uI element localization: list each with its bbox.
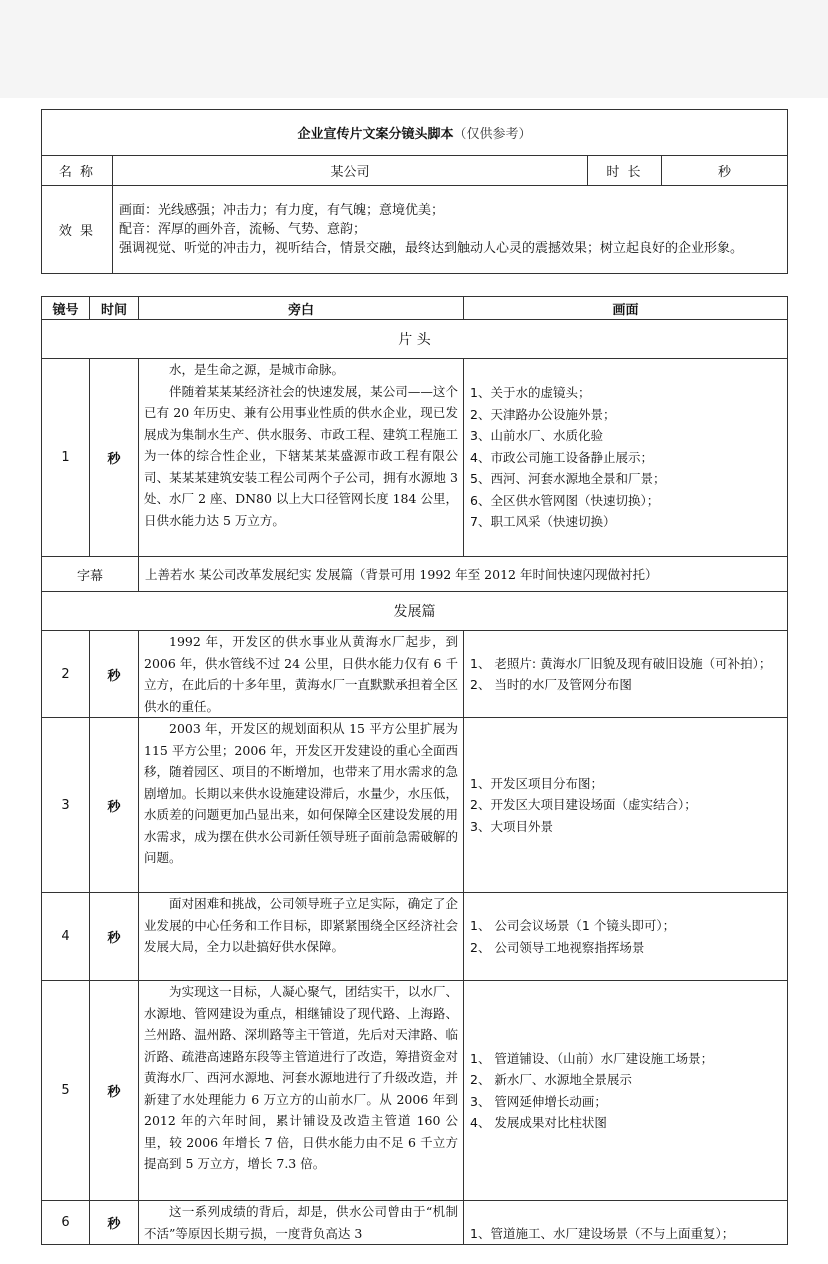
caption-label: 字幕 — [42, 557, 139, 592]
document-title-cell — [42, 110, 788, 156]
section-development-title: 发展篇 — [42, 592, 788, 631]
duration-label: 时 长 — [588, 156, 662, 186]
visual-cell — [464, 1201, 788, 1245]
visual-cell — [464, 981, 788, 1201]
narration-paragraph: 水，是生命之源，是城市命脉。 — [169, 362, 345, 377]
shot-item: 2、 当时的水厂及管网分布图 — [470, 677, 632, 692]
column-header-time: 时间 — [90, 297, 139, 320]
shot-duration: 秒 — [90, 718, 139, 893]
storyboard-table — [41, 296, 788, 1245]
visual-cell — [464, 359, 788, 557]
effect-line: 画面：光线感强；冲击力；有力度，有气魄；意境优美； — [119, 203, 445, 218]
effects-cell — [113, 186, 788, 274]
caption-text: 上善若水 某公司改革发展纪实 发展篇（背景可用 1992 年至 2012 年时间快速闪现做衬托） — [139, 557, 788, 592]
caption-row — [42, 557, 788, 592]
shot-number: 2 — [42, 631, 90, 718]
shot-number: 4 — [42, 893, 90, 981]
header-table — [41, 109, 788, 274]
table-row — [42, 893, 788, 981]
document-subtitle: （仅供参考） — [453, 127, 532, 142]
effect-line: 强调视觉、听觉的冲击力，视听结合，情景交融，最终达到触动人心灵的震撼效果；树立起良好的企业形象。 — [119, 241, 744, 256]
visual-cell — [464, 893, 788, 981]
duration-value: 秒 — [662, 156, 788, 186]
narration-paragraph: 这一系列成绩的背后，却是，供水公司曾由于“机制不活”等原因长期亏损，一度背负高达 3 — [144, 1204, 458, 1241]
shot-duration: 秒 — [90, 631, 139, 718]
shot-item: 2、 公司领导工地视察指挥场景 — [470, 939, 645, 955]
shot-number: 5 — [42, 981, 90, 1201]
name-label: 名 称 — [42, 156, 113, 186]
shot-item: 6、全区供水管网图（快速切换）； — [470, 492, 660, 508]
shot-item: 1、管道施工、水厂建设场景（不与上面重复）； — [470, 1225, 735, 1241]
shot-item: 4、市政公司施工设备静止展示； — [470, 449, 653, 465]
shot-item: 5、西河、河套水源地全景和厂景； — [470, 471, 666, 487]
document-title: 企业宣传片文案分镜头脚本 — [297, 127, 454, 142]
narration-cell — [139, 981, 464, 1201]
table-row — [42, 359, 788, 557]
table-row — [42, 981, 788, 1201]
narration-paragraph: 2003 年，开发区的规划面积从 15 平方公里扩展为 115 平方公里；2006 年，开发区开发建设的重心全面西移，随着园区、项目的不断增加，也带来了用水需求的急剧增加。长期以来供水设施建设滞后，水量少，水压低，水质差的问题更加凸显出来，如何保障全区建设发展的用水需求，成为摆在供水公司新任领导班子面前急需破解的问题。 — [144, 721, 458, 865]
shot-duration: 秒 — [90, 1201, 139, 1245]
shot-item: 3、 管网延伸增长动画； — [470, 1093, 607, 1109]
shot-item: 4、 发展成果对比柱状图 — [470, 1115, 607, 1130]
table-row — [42, 718, 788, 893]
column-header-narration: 旁白 — [139, 297, 464, 320]
shot-item: 2、天津路办公设施外景； — [470, 406, 616, 422]
shot-item: 7、职工风采（快速切换） — [470, 514, 616, 530]
shot-number: 3 — [42, 718, 90, 893]
narration-cell — [139, 631, 464, 718]
narration-cell — [139, 359, 464, 557]
shot-item: 1、开发区项目分布图； — [470, 775, 603, 791]
shot-item: 1、 管道铺设、（山前）水厂建设施工场景； — [470, 1050, 714, 1066]
shot-item: 3、大项目外景 — [470, 818, 553, 834]
table-row — [42, 631, 788, 718]
shot-duration: 秒 — [90, 893, 139, 981]
shot-item: 2、 新水厂、水源地全景展示 — [470, 1072, 632, 1087]
narration-paragraph: 为实现这一目标，人凝心聚气，团结实干，以水厂、水源地、管网建设为重点，相继铺设了现代路、上海路、兰州路、温州路、深圳路等主干管道，先后对天津路、临沂路、疏港高速路东段等主管道进行了改造，筹措资金对黄海水厂、西河水源地、河套水源地进行了升级改造，并新建了水处理能力 6 万立方的山前水厂。从 2006 年到 2012 年的六年时间，累计铺设及改造主管道 160 公里，较 2006 年增长 7 倍，日供水能力由不足 6 千立方提高到 5 万立方，增长 7.3 倍。 — [144, 984, 458, 1171]
narration-paragraph: 伴随着某某某经济社会的快速发展，某公司——这个已有 20 年历史、兼有公用事业性质的供水企业，现已发展成为集制水生产、供水服务、市政工程、建筑工程施工为一体的综合性企业，下辖某某某盛源市政工程有限公司、某某某建筑安装工程公司两个子公司，拥有水源地 3 处、水厂 2 座、DN80 以上大口径管网长度 184 公里，日供水能力达 5 万立方。 — [144, 383, 458, 528]
shot-duration: 秒 — [90, 981, 139, 1201]
narration-cell — [139, 893, 464, 981]
shot-number: 6 — [42, 1201, 90, 1245]
name-value: 某公司 — [113, 156, 588, 186]
shot-number: 1 — [42, 359, 90, 557]
column-header-visual: 画面 — [464, 297, 788, 320]
visual-cell — [464, 718, 788, 893]
shot-item: 1、 老照片: 黄海水厂旧貌及现有破旧设施（可补拍）； — [470, 655, 772, 671]
narration-cell — [139, 1201, 464, 1245]
effect-label: 效 果 — [42, 186, 113, 274]
shot-item: 2、开发区大项目建设场面（虚实结合）； — [470, 797, 697, 813]
shot-item: 3、山前水厂、水质化验 — [470, 428, 603, 444]
narration-cell — [139, 718, 464, 893]
effect-line: 配音：浑厚的画外音，流畅、气势、意韵； — [119, 222, 367, 237]
column-header-shot: 镜号 — [42, 297, 90, 320]
shot-item: 1、 公司会议场景（1 个镜头即可）； — [470, 918, 676, 933]
narration-paragraph: 1992 年，开发区的供水事业从黄海水厂起步，到 2006 年，供水管线不过 24 公里，日供水能力仅有 6 千立方，在此后的十多年里，黄海水厂一直默默承担着全区供水的重任。 — [144, 634, 458, 714]
section-opening-title: 片 头 — [42, 320, 788, 359]
shot-duration: 秒 — [90, 359, 139, 557]
narration-paragraph: 面对困难和挑战，公司领导班子立足实际，确定了企业发展的中心任务和工作目标，即紧紧围绕全区经济社会发展大局，全力以赴搞好供水保障。 — [144, 896, 458, 954]
top-bar — [0, 0, 828, 98]
shot-item: 1、关于水的虚镜头； — [470, 385, 591, 401]
table-row — [42, 1201, 788, 1245]
visual-cell — [464, 631, 788, 718]
